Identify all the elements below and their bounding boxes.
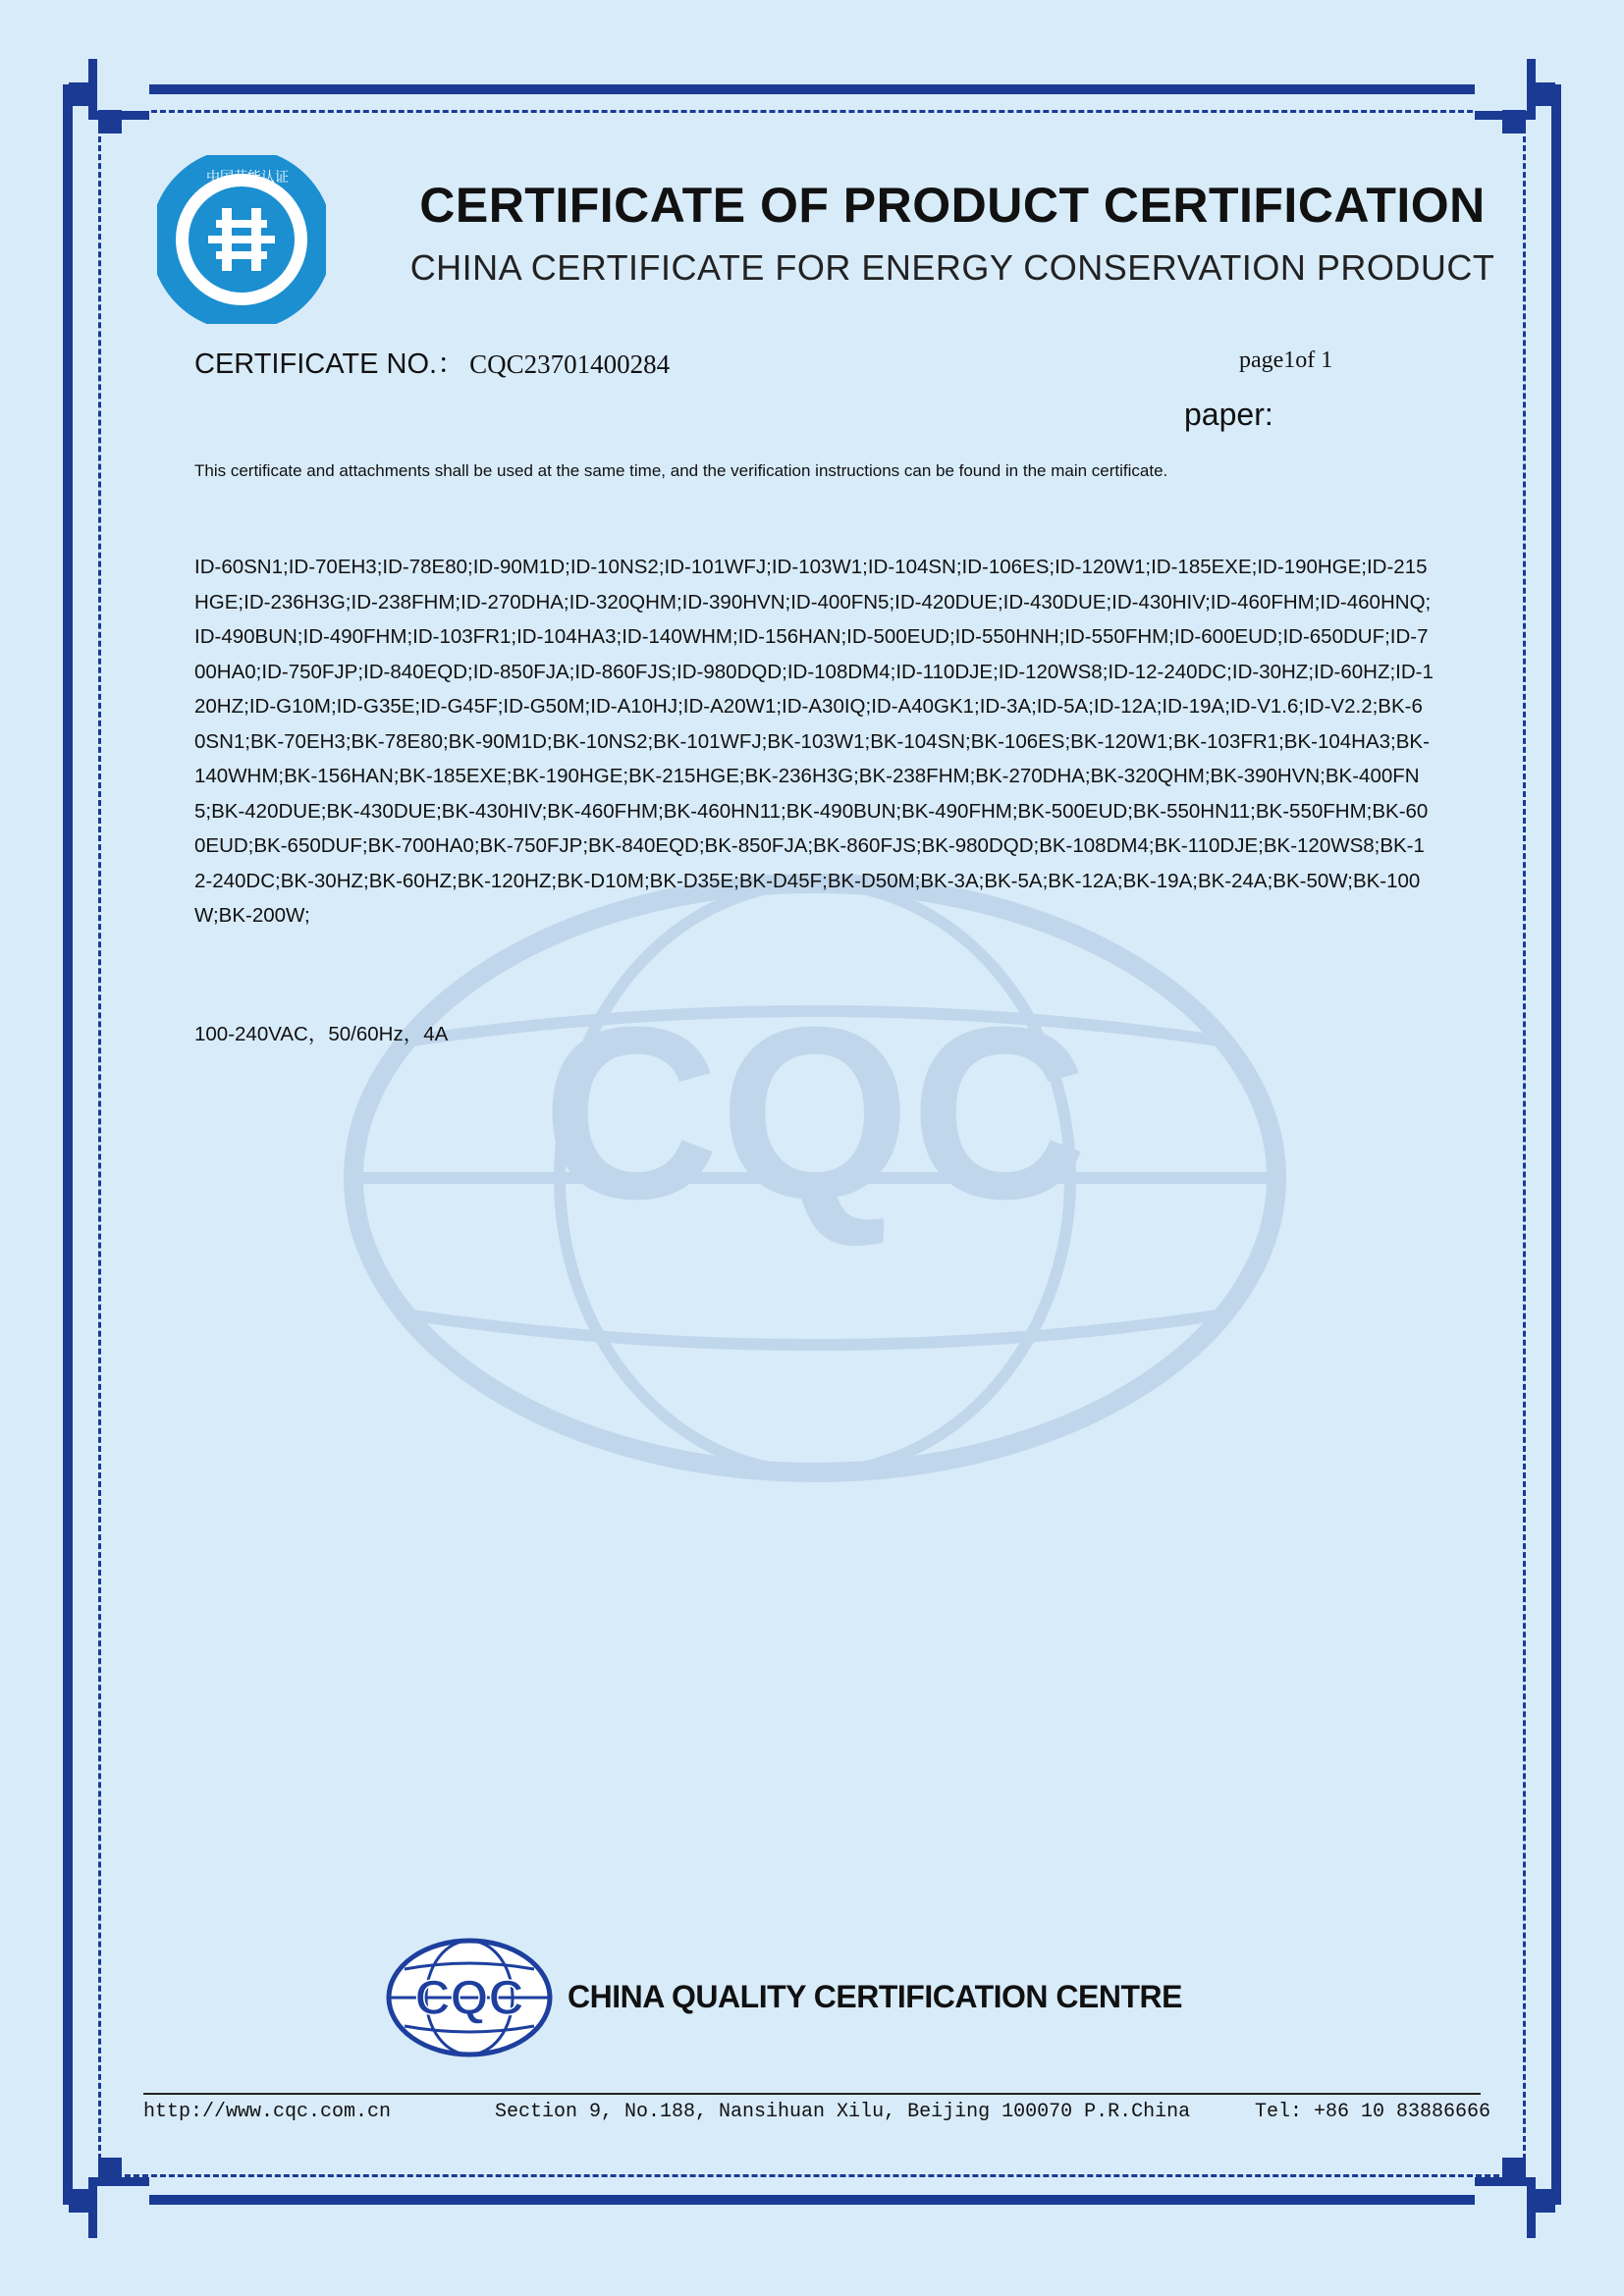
organization-name: CHINA QUALITY CERTIFICATION CENTRE — [568, 1979, 1182, 2014]
certificate-title: CERTIFICATE OF PRODUCT CERTIFICATION — [419, 178, 1486, 233]
certificate-number-label: CERTIFICATE NO.： — [194, 348, 466, 380]
corner-square-top-left-2 — [98, 110, 122, 133]
footer-divider — [143, 2093, 1481, 2095]
corner-bracket-bottom-right — [1475, 2177, 1536, 2238]
cqc-logo-text: CQC — [414, 1970, 524, 2025]
certificate-notice: This certificate and attachments shall be used at the same time, and the verification instructions can be found in the main certificate. — [194, 461, 1168, 480]
footer-phone: Tel: +86 10 83886666 — [1255, 2101, 1491, 2123]
certificate-number: CQC23701400284 — [469, 349, 671, 379]
certificate-subtitle: CHINA CERTIFICATE FOR ENERGY CONSERVATION PRODUCT — [409, 247, 1495, 288]
corner-square-bottom-left-2 — [98, 2158, 122, 2181]
footer-address: Section 9, No.188, Nansihuan Xilu, Beijing 100070 P.R.China — [495, 2101, 1191, 2123]
certificate-number-row — [194, 342, 670, 382]
paper-label: paper: — [1184, 397, 1273, 432]
corner-square-bottom-right-2 — [1502, 2158, 1526, 2181]
model-list: ID-60SN1;ID-70EH3;ID-78E80;ID-90M1D;ID-10NS2;ID-101WFJ;ID-103W1;ID-104SN;ID-106ES;ID-120W1;ID-185EXE;ID-190HGE;ID-215HGE;ID-236H3G;ID-238FHM;ID-270DHA;ID-320QHM;ID-390HVN;ID-400FN5;ID-420DUE;ID-430DUE;ID-430HIV;ID-460FHM;ID-460HNQ;ID-490BUN;ID-490FHM;ID-103FR1;ID-104HA3;ID-140WHM;ID-156HAN;ID-500EUD;ID-550HNH;ID-550FHM;ID-600EUD;ID-650DUF;ID-700HA0;ID-750FJP;ID-840EQD;ID-850FJA;ID-860FJS;ID-980DQD;ID-108DM4;ID-110DJE;ID-120WS8;ID-12-240DC;ID-30HZ;ID-60HZ;ID-120HZ;ID-G10M;ID-G35E;ID-G45F;ID-G50M;ID-A10HJ;ID-A20W1;ID-A30IQ;ID-A40GK1;ID-3A;ID-5A;ID-12A;ID-19A;ID-V1.6;ID-V2.2;BK-60SN1;BK-70EH3;BK-78E80;BK-90M1D;BK-10NS2;BK-101WFJ;BK-103W1;BK-104SN;BK-106ES;BK-120W1;BK-103FR1;BK-104HA3;BK-140WHM;BK-156HAN;BK-185EXE;BK-190HGE;BK-215HGE;BK-236H3G;BK-238FHM;BK-270DHA;BK-320QHM;BK-390HVN;BK-400FN5;BK-420DUE;BK-430DUE;BK-430HIV;BK-460FHM;BK-460HN11;BK-490BUN;BK-490FHM;BK-500EUD;BK-550HN11;BK-550FHM;BK-600EUD;BK-650DUF;BK-700HA0;BK-750FJP;BK-840EQD;BK-850FJA;BK-860FJS;BK-980DQD;BK-108DM4;BK-110DJE;BK-120WS8;BK-12-240DC;BK-30HZ;BK-60HZ;BK-120HZ;BK-D10M;BK-D35E;BK-D45F;BK-D50M;BK-3A;BK-5A;BK-12A;BK-19A;BK-24A;BK-50W;BK-100W;BK-200W; — [194, 556, 1434, 927]
cqc-watermark — [334, 864, 1296, 1492]
corner-square-bottom-left — [69, 2189, 92, 2213]
corner-square-top-right-2 — [1502, 110, 1526, 133]
page-info: page1of 1 — [1239, 347, 1333, 373]
corner-bracket-bottom-left — [88, 2177, 149, 2238]
cqc-logo — [385, 1936, 554, 2059]
watermark-text: CQC — [542, 976, 1088, 1250]
footer-website: http://www.cqc.com.cn — [143, 2101, 392, 2123]
logo-text-chinese: 中国节能认证 — [206, 170, 289, 186]
corner-square-top-right — [1532, 82, 1555, 106]
power-rating: 100-240VAC，50/60Hz，4A — [194, 1023, 449, 1045]
corner-square-top-left — [69, 82, 92, 106]
corner-square-bottom-right — [1532, 2189, 1555, 2213]
